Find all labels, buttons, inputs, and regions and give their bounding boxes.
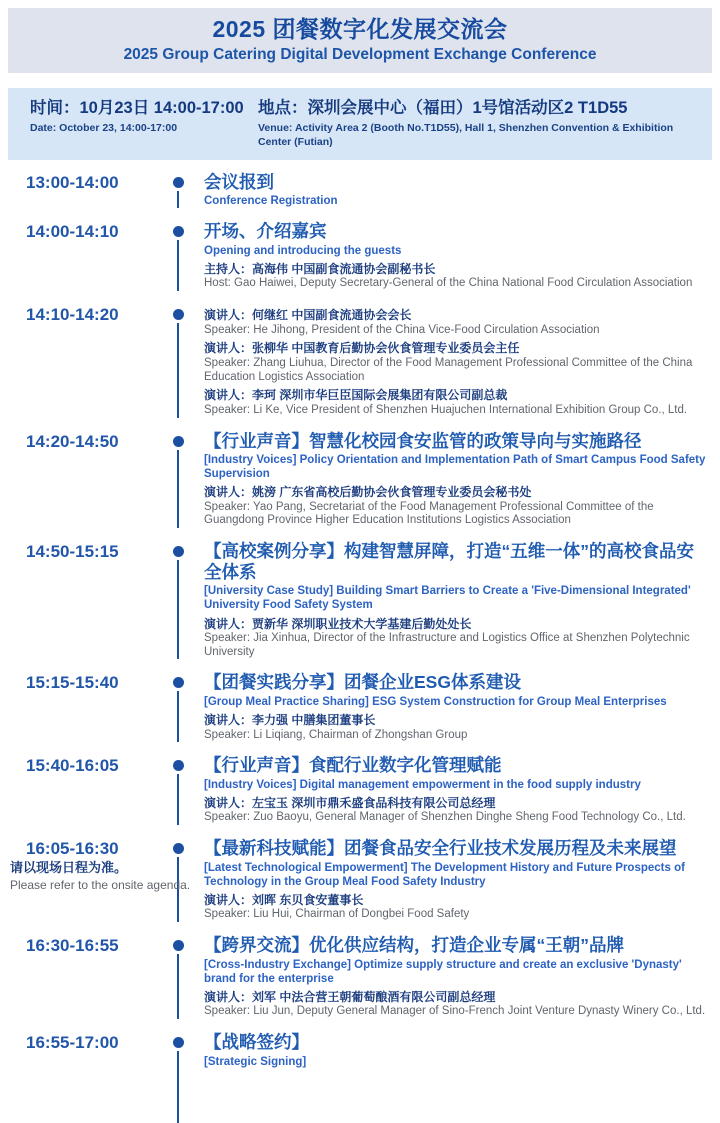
session-title-en: [Industry Voices] Digital management empowerment in the food supply industry [204,778,641,791]
session-title-zh: 【高校案例分享】构建智慧屏障，打造“五维一体”的高校食品安全体系 [204,541,694,582]
footer-note-en: Please refer to the onsite agenda. [10,877,191,892]
agenda-time: 15:15-15:40 [26,673,119,693]
timeline-dot-icon [173,1037,184,1048]
timeline-marker [152,755,204,825]
timeline-line [177,191,180,209]
session-title-en: [University Case Study] Building Smart Barriers to Create a 'Five-Dimensional Integrated' University Food Safety System [204,585,691,612]
info-time-en: Date: October 23, 14:00-17:00 [30,122,178,135]
agenda-time: 14:10-14:20 [26,305,119,325]
timeline-line [177,240,180,291]
person-line-zh: 演讲人：刘军 中法合营王朝葡萄酿酒有限公司副总经理 [204,989,496,1004]
agenda-time: 14:50-15:15 [26,542,119,562]
agenda-item-content [204,304,720,417]
timeline-dot-icon [173,309,184,320]
session-title-en: [Group Meal Practice Sharing] ESG System Construction for Group Meal Enterprises [204,696,667,709]
session-title-zh: 开场、介绍嘉宾 [204,221,327,242]
conference-title-zh: 2025 团餐数字化发展交流会 [212,16,508,42]
timeline-marker [152,1032,204,1123]
timeline-line [177,691,180,742]
timeline-line [177,1051,180,1123]
person-line-en: Speaker: Yao Pang, Secretariat of the Food Management Professional Committee of the Guangdong Province Higher Education Institutions Logistics Association [204,500,654,527]
header [8,8,712,73]
agenda-item [0,935,720,1019]
session-title-zh: 【跨界交流】优化供应结构，打造企业专属“王朝”品牌 [204,935,624,956]
timeline-line [177,954,180,1019]
person-line-en: Speaker: Li Liqiang, Chairman of Zhongshan Group [204,728,468,741]
timeline-dot-icon [173,436,184,447]
agenda-list [0,172,720,1123]
agenda-item-content [204,672,720,742]
person-line-en: Speaker: He Jihong, President of the China Vice-Food Circulation Association [204,323,600,336]
person-line-en: Speaker: Zuo Baoyu, General Manager of Shenzhen Dinghe Sheng Food Technology Co., Ltd. [204,811,686,824]
person-line-zh: 演讲人：左宝玉 深圳市鼎禾盛食品科技有限公司总经理 [204,795,496,810]
timeline-dot-icon [173,940,184,951]
timeline-line [177,450,180,529]
agenda-time: 16:55-17:00 [26,1032,119,1052]
timeline-line [177,774,180,825]
agenda-time: 16:05-16:30 [26,839,119,859]
agenda-time: 13:00-14:00 [26,172,119,192]
person-line-zh: 演讲人：李力强 中膳集团董事长 [204,713,376,728]
timeline-dot-icon [173,546,184,557]
timeline-marker [152,221,204,291]
timeline-dot-icon [173,760,184,771]
agenda-item-content [204,1032,720,1123]
timeline-marker [152,541,204,659]
timeline-dot-icon [173,177,184,188]
person-line-zh: 演讲人：贾新华 深圳职业技术大学基建后勤处处长 [204,616,472,631]
person-line-en: Speaker: Zhang Liuhua, Director of the Food Management Professional Committee of the China Education Logistics Association [204,356,693,383]
session-title-zh: 【团餐实践分享】团餐企业ESG体系建设 [204,672,521,693]
conference-agenda-page [0,8,720,1068]
timeline-dot-icon [173,677,184,688]
agenda-item-content [204,172,720,209]
timeline-dot-icon [173,843,184,854]
person-line-en: Speaker: Jia Xinhua, Director of the Infrastructure and Logistics Office at Shenzhen Polytechnic University [204,631,690,658]
session-title-en: [Strategic Signing] [204,1055,307,1068]
footer-note-zh: 请以现场日程为准。 [10,860,128,875]
timeline-line [177,560,180,659]
info-time-zh: 时间：10月23日 14:00-17:00 [30,99,244,118]
agenda-item-content [204,541,720,659]
session-title-en: [Cross-Industry Exchange] Optimize supply structure and create an exclusive 'Dynasty' brand for the enterprise [204,958,682,985]
person-line-en: Host: Gao Haiwei, Deputy Secretary-General of the China National Food Circulation Association [204,277,693,290]
timeline-marker [152,935,204,1019]
session-title-en: [Industry Voices] Policy Orientation and Implementation Path of Smart Campus Food Safety Supervision [204,454,706,481]
agenda-item-content [204,221,720,291]
session-title-en: Opening and introducing the guests [204,244,402,257]
timeline-line [177,323,180,417]
agenda-item-content [204,838,720,922]
person-line-zh: 演讲人：刘晖 东贝食安董事长 [204,892,364,907]
agenda-item [0,672,720,742]
person-line-zh: 演讲人：姚滂 广东省高校后勤协会伙食管理专业委员会秘书处 [204,485,532,500]
session-title-zh: 【战略签约】 [204,1031,309,1052]
agenda-item [0,221,720,291]
agenda-item-content [204,431,720,529]
session-title-zh: 会议报到 [204,171,274,192]
session-title-en: [Latest Technological Empowerment] The Development History and Future Prospects of Technology in the Group Meal Food Safety Industry [204,861,685,888]
agenda-item [0,431,720,529]
timeline-marker [152,304,204,417]
info-time [30,97,258,150]
conference-title-en: 2025 Group Catering Digital Development Exchange Conference [123,45,597,63]
person-line-zh: 演讲人：何继红 中国副食流通协会会长 [204,308,412,323]
timeline-dot-icon [173,226,184,237]
person-line-zh: 演讲人：张柳华 中国教育后勤协会伙食管理专业委员会主任 [204,341,520,356]
agenda-time: 14:00-14:10 [26,222,119,242]
agenda-item-content [204,755,720,825]
agenda-item-content [204,935,720,1019]
agenda-item [0,755,720,825]
session-title-zh: 【行业声音】智慧化校园食安监管的政策导向与实施路径 [204,430,642,451]
info-bar [8,88,712,160]
agenda-time: 15:40-16:05 [26,756,119,776]
person-line-en: Speaker: Liu Jun, Deputy General Manager of Sino-French Joint Venture Dynasty Winery Co., Ltd. [204,1005,706,1018]
session-title-en: Conference Registration [204,195,338,208]
agenda-time: 14:20-14:50 [26,431,119,451]
agenda-time: 16:30-16:55 [26,936,119,956]
agenda-item [0,1032,720,1123]
timeline-marker [152,672,204,742]
person-line-zh: 主持人：高海伟 中国副食流通协会副秘书长 [204,261,436,276]
session-title-zh: 【行业声音】食配行业数字化管理赋能 [204,755,502,776]
agenda-item [0,304,720,417]
timeline-marker [152,431,204,529]
person-line-en: Speaker: Li Ke, Vice President of Shenzhen Huajuchen International Exhibition Group Co., Ltd. [204,403,688,416]
info-venue [258,97,702,150]
agenda-item [0,541,720,659]
info-venue-en: Venue: Activity Area 2 (Booth No.T1D55), Hall 1, Shenzhen Convention & Exhibition Center (Futian) [258,122,674,149]
footer-note [10,860,190,893]
person-line-en: Speaker: Liu Hui, Chairman of Dongbei Food Safety [204,908,470,921]
timeline-marker [152,172,204,209]
agenda-item [0,172,720,209]
info-venue-zh: 地点：深圳会展中心（福田）1号馆活动区2 T1D55 [258,99,628,118]
session-title-zh: 【最新科技赋能】团餐食品安全行业技术发展历程及未来展望 [204,838,677,859]
person-line-zh: 演讲人：李珂 深圳市华巨臣国际会展集团有限公司副总裁 [204,388,508,403]
